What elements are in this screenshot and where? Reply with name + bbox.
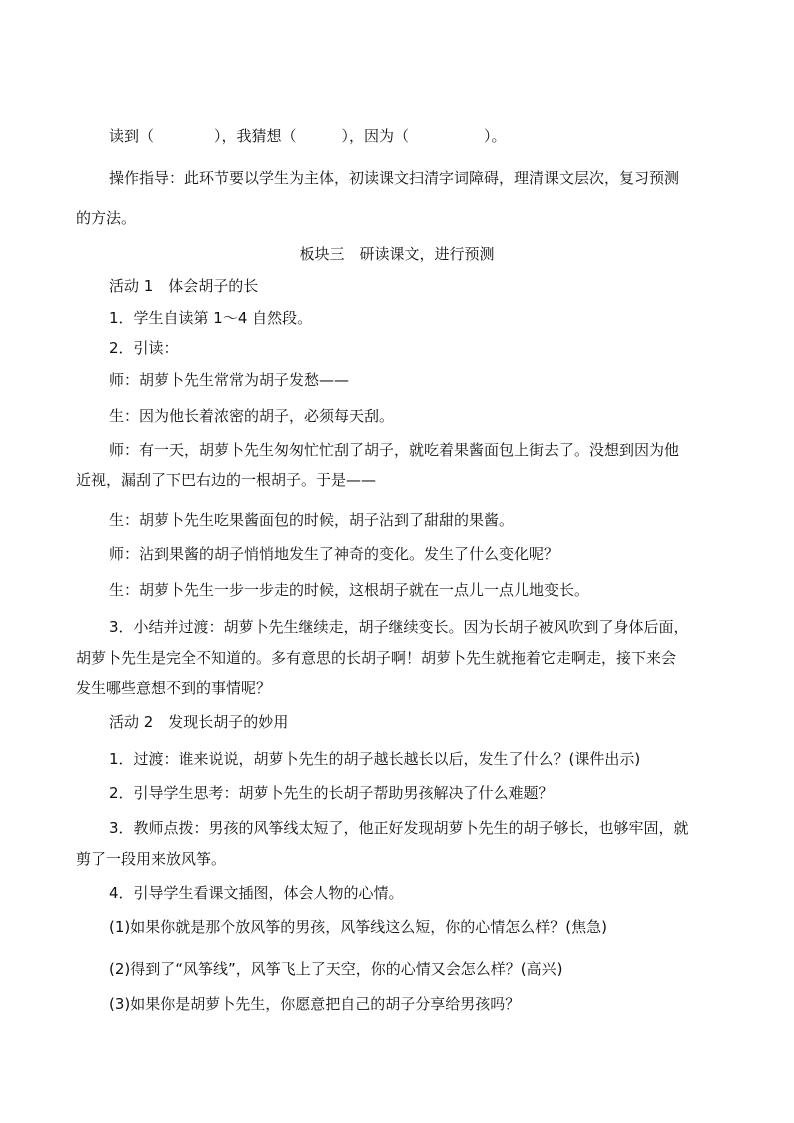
fill-blank-sentence: 读到（ ），我猜想（ ），因为（ ）。 [109, 127, 507, 145]
dialogue-teacher-3: 师：沾到果酱的胡子悄悄地发生了神奇的变化。发生了什么变化呢？ [109, 545, 560, 563]
question-1: (1)如果你就是那个放风筝的男孩，风筝线这么短，你的心情怎么样？(焦急) [109, 918, 607, 936]
activity1-item-3: 3．小结并过渡：胡萝卜先生继续走，胡子继续变长。因为长胡子被风吹到了身体后面， [109, 618, 689, 636]
section-title: 板块三 研读课文，进行预测 [299, 245, 495, 263]
dialogue-student-3: 生：胡萝卜先生一步一步走的时候，这根胡子就在一点儿一点儿地变长。 [109, 581, 590, 599]
activity1-item-2: 2．引读： [109, 339, 179, 357]
activity2-item-3-cont: 剪了一段用来放风筝。 [76, 850, 227, 868]
activity2-item-1: 1．过渡：谁来说说，胡萝卜先生的胡子越长越长以后，发生了什么？(课件出示) [109, 750, 641, 768]
activity1-item-3-cont1: 胡萝卜先生是完全不知道的。多有意思的长胡子啊！胡萝卜先生就拖着它走啊走，接下来会 [76, 649, 677, 667]
dialogue-student-2: 生：胡萝卜先生吃果酱面包的时候，胡子沾到了甜甜的果酱。 [109, 511, 515, 529]
activity2-item-4: 4．引导学生看课文插图，体会人物的心情。 [109, 884, 404, 902]
dialogue-student-1: 生：因为他长着浓密的胡子，必须每天刮。 [109, 407, 395, 425]
guidance-line-1: 操作指导：此环节要以学生为主体，初读课文扫清字词障碍，理清课文层次，复习预测 [109, 169, 680, 187]
activity1-title: 活动 1 体会胡子的长 [109, 277, 259, 295]
activity1-item-1: 1．学生自读第 1～4 自然段。 [109, 309, 313, 327]
question-3: (3)如果你是胡萝卜先生，你愿意把自己的胡子分享给男孩吗？ [109, 995, 521, 1013]
dialogue-teacher-2: 师：有一天，胡萝卜先生匆匆忙忙刮了胡子，就吃着果酱面包上街去了。没想到因为他 [109, 441, 680, 459]
guidance-line-2: 的方法。 [76, 209, 137, 227]
dialogue-teacher-1: 师：胡萝卜先生常常为胡子发愁—— [109, 371, 350, 389]
activity1-item-3-cont2: 发生哪些意想不到的事情呢？ [76, 679, 272, 697]
activity2-title: 活动 2 发现长胡子的妙用 [109, 713, 289, 731]
activity2-item-3: 3．教师点拨：男孩的风筝线太短了，他正好发现胡萝卜先生的胡子够长，也够牢固，就 [109, 819, 689, 837]
dialogue-teacher-2-cont: 近视，漏刮了下巴右边的一根胡子。于是—— [76, 471, 377, 489]
question-2: (2)得到了“风筝线”，风筝飞上了天空，你的心情又会怎么样？(高兴) [109, 960, 563, 978]
activity2-item-2: 2．引导学生思考：胡萝卜先生的长胡子帮助男孩解决了什么难题？ [109, 784, 554, 802]
